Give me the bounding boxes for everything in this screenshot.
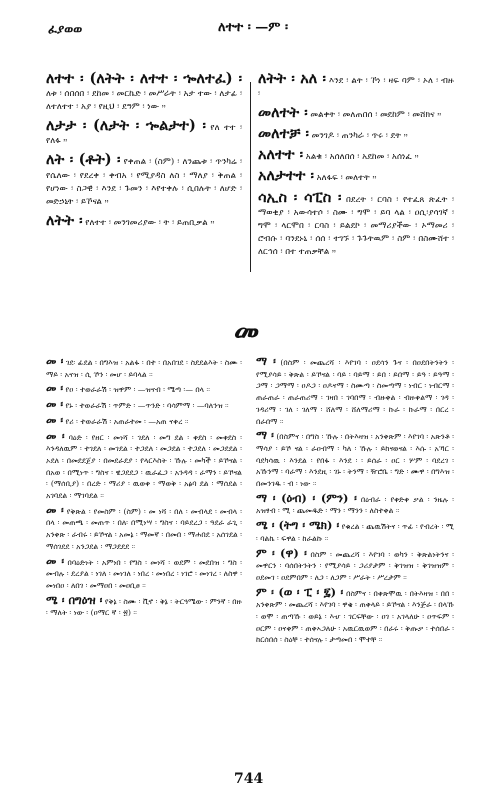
headword: ለታታ ፡ (ለታት ፡ ኈልታተ) ፡ <box>46 117 206 135</box>
definition: አልቁ ፡ አሰለበሰ ፡ አደከመ ፡ አሰነፈ ። <box>305 152 419 163</box>
definition: የለ ተተ ፡ የለፋ ። <box>46 123 243 147</box>
headword: ሜ ፡ በግዕዝ ፡ <box>46 592 103 607</box>
headword: መ ፡ <box>46 412 64 427</box>
upper-right-column <box>258 70 454 262</box>
entry <box>46 356 242 380</box>
headword: ሜ ፡ (ትግ ፡ ሜክ) ፡ <box>256 518 340 533</box>
headword: ሳኢስ ፡ ሳፒስ ፡ <box>258 188 342 206</box>
upper-left-column <box>46 70 242 233</box>
headword: ም ፡ (ወ ፡ ፒ ፡ ፯) ፡ <box>256 584 344 599</box>
definition: ገደ፡ ፊደል ፡ በግእዝ ፡ አልፋ ፡ በተ ፡ በአበገደ ፡ ስደደልእት ፡ ስሙ ፡ ማይ ፡ አናዝ ፡ ሲ ኾን ፡ መሆ ፡ ይባላል ። <box>46 358 242 379</box>
definition: የቅኔ ፡ ስሙ ፡ ቪኖ ፡ ቅኔ ፡ ትርጓሜው ፡ ምንኛ ፡ በዙ ፡ ማለት ፡ ነው ፡ (ዐማር ኛ ፡ ፳) ። <box>46 596 242 618</box>
header-page-word: ፈያወወ <box>48 22 83 36</box>
definition: መንገዶ ፡ ጠንካራ ፡ ጥሩ ፡ ደት ። <box>311 131 408 142</box>
definition: የሪ ፡ ተወራራሽ ፡ አጠራተመ ፡ —አጠ ናቀረ ። <box>65 416 189 426</box>
entry <box>46 412 242 428</box>
headword: መ ፡ <box>46 502 64 517</box>
entry <box>258 104 454 122</box>
definition: (በስም ፡ መጨረሻ ፡ እየገባ ፡ ዐደሳን ጉና ፡ በዐደበትንትን ፡ የሚያሳይ ፡ ቅጽል ፡ ይኾናል ፡ ባይ ፡ ባይማ ፡ ይበ ፡ ይበማ ፡ ይዓ ፡ ይዓማ ፡ ጋማ ፡ ጋማማ ፡ ዐዶጋ ፡ ዐዶናማ ፡ ስሙጣ ፡ ስመጣማ ፡ ነብር ፡ ነብርማ ፡ ጠራጠራ ፡ ጠራጠሪማ ፡ ገዛበ ፡ ገባበማ ፡ ብዙቀል ፡ ብዙቀልማ ፡ ገዳ ፡ ገዳሪማ ፡ ገለ ፡ ገለማ ፡ ሸለማ ፡ ሸለማሪማ ፡ ኩራ ፡ ኩራማ ፡ በርረ ፡ በራበማ ። <box>256 358 454 426</box>
definition: የቅጽል ፡ የመስም ፡ (ስም) ፡ መ ነሻ ፡ በለ ፡ መብላደ ፡ መብላ ፡ በላ ፡ መጠጫ ፡ መጠጥ ፡ በለ፡ በሚነሣ ፡ ግስና ፡ ባይደረጋ ፡ ዓደራ ራጊ ፡ አንቀጽ ፡ ራብሩ ፡ ይኾናል ፡ አመኔ ፡ ማመኛ ፡ በመበ ፡ ማሐበደ ፡ አሰገደል ፡ ማሰገደደ ፡ አንጋደል ፡ ማጋደደደ ። <box>46 506 242 551</box>
headword: ማ ፡ <box>256 428 274 443</box>
entry <box>46 399 242 412</box>
definition: የቀጠል ፡ (ስም) ፡ ለንጨቱ ፡ ጥንካሬ ፡ የሴለው ፡ የደረቀ ፡ ቀብአ ፡ የሚያዳስ ለስ ፡ ማለያ ፡ ቅጠል ፡ የሆነው ፡ ስጋዊ ፡ እንደ ፡ ጉመን ፡ እየተቀሉ ፡ ሲበሉት ፡ ለሆድ ፡ መድኃኒት ፡ ይኾናል ። <box>46 157 243 207</box>
definition: በደረት ፡ ርባስ ፡ የተፈጸ ጽፈት ፡ ማወቂያ ፡ አውሳተሶ ፡ ስሙ ፡ ግሞ ፡ ይባ ላል ፡ ዐሲ፡ያሳገኛ ፡ ግሞ ፡ ላርሞበ ፡ ርባስ ፡ ይልደኮ ፡ መማሪያችው ፡ ኦማመሪ ፡ ሮብሱ ፡ ባንደኑኒ ፡ ሰሰ ፡ ተገኙ ፡ ጉጉትዉም ፡ ስም ፡ በስሙሸተ ፡ ለርኅሰ ፡ በተ ተጠቃቸል ። <box>258 194 454 257</box>
entry <box>258 125 454 143</box>
definition: የዐ ፡ ተወራራሽ ፡ ዝዋም ፡ —ዝናብ ፡ ሜጣ ፡— በላ ። <box>65 385 211 395</box>
entry <box>258 189 454 259</box>
definition: መልቀት ፡ መለጠበሰ ፡ መደከም ፡ መሸክና ። <box>310 110 442 121</box>
headword: ለትት ፡ አለ ፡ <box>258 70 326 87</box>
definition: በስምና ፡ በቀጽሞዉ ፡ በትእዛዝ ፡ በበ ፡ አንቀጽም ፡ መጨረሻ ፡ እየገባ ፡ ዋቄ ፡ ጠቀላይ ፡ ይኾናል ፡ እንጅራ ፡ በላኹ ፡ ወሞ ፡ ጠጣኹ ፡ ወይኔ ፡ እሇ ፡ ገርፍቸው ፡ ዐገ ፡ አገላለሁ ፡ ዐጥፍም ፡ ዐርም ፡ ዐናቀም ፡ ጠቀኣጋለሁ ፡ አዉርዉወም ፡ በራሩ ፡ ቅጡቃ ፡ ተሰበራ ፡ ከርሰበሰ ፡ ስዕቸ ፡ ተሰናሉ ፡ ታጣመበ ፡ ሞተቸ ። <box>256 588 454 645</box>
entry <box>46 117 242 148</box>
column-divider <box>250 82 251 272</box>
headword: መ ፡ <box>46 553 65 568</box>
headword: ለትት ፡ <box>46 211 83 229</box>
headword: መ ፡ <box>46 381 64 396</box>
entry <box>46 70 242 114</box>
headword: ም ፡ (ዋ) ፡ <box>256 545 307 560</box>
running-head: ለተተ ፡ —ም ፡ <box>218 20 289 35</box>
entry <box>46 212 242 230</box>
definition: በባዕድነት ፡ አምነበ ፡ የግስ ፡ መነሻ ፡ ወደም ፡ መደበዝ ፡ ግስ ፡ መብሉ ፡ ደረያል ፡ ነገለ ፡ መነገለ ፡ ነበረ ፡ መነበረ ፡ ነገሮ ፡ መነገረ ፡ ለስዋ ፡ መነበዐ ፡ ለበገ ፡ መማዐበ ፡ መዐቢፀ ። <box>46 557 242 590</box>
entry <box>256 430 454 490</box>
entry <box>46 502 242 553</box>
entry <box>256 490 455 517</box>
definition: በስም ፡ መጨረሻ ፡ እየገባ ፡ ወካን ፡ ቅጽልነትንና ፡ መዋርን ፡ ባሰበትንትን ፡ የሚያሳይ ፡ ጋሪያታም ፡ ቅገዝዝ ፡ ቅገዝዝም ፡ ዐደመገ ፡ ዐደምበም ፡ ለጋ ፡ ለጋም ፡ ሥራት ፡ ሥረታም ። <box>256 549 454 582</box>
entry <box>256 356 454 427</box>
headword: መለተት ፡ <box>258 104 308 122</box>
headword: መ ፡ <box>46 428 65 443</box>
headword: ለት ፡ (ቶት) ፡ <box>46 151 121 169</box>
entry <box>258 167 454 185</box>
definition: የቁረል ፡ ጨዉሽትና ፡ ጥፊ ፡ የብረት ፡ ሚ ፡ ባልኬ ፡ ፍዋል ፡ ከራልኩ ። <box>256 522 454 543</box>
headword: ማ ፡ <box>256 354 276 368</box>
entry <box>46 428 242 502</box>
definition: ባዕድ ፡ የዘር ፡ መነሻ ፡ ገደለ ፡ መግ ደል ፡ ቀደስ ፡ መቀደስ ፡ እንዳለዉም ፡ ተገደለ ፡ መገደል ፡ ተጋደለ ፡ መጋደል ፡ ተጋደለ ፡ መጋደደል ፡ ኦደለ ፡ በመደደጀያ ፡ በመደራደያ ፡ የላርእስት ፡ ኹሉ ፡ መካች ፡ ይኾናል ፡ በአወ ፡ በሚነጥ ፡ ግስና ፡ ዌጋደደጋ ፡ ዉራፈጋ ፡ አንዳዳ ፡ ራማን ፡ ይኾናል ፡ (ማሰቢያ) ፡ በረድ ፡ ማሪያ ፡ ዉወቀ ፡ ማወቅ ፡ አፅባ ደል ፡ ማሰደል ፡ አገባደል ፡ ማገባደል ። <box>46 432 242 501</box>
definition: ለቱ ፡ ሰበሰበ ፡ ደከመ ፡ መርኬድ ፡ መሥራት ፡ አታ ተው ፡ ለታፊ ፡ ለተለተተ ፡ አያ ፡ የዚህ ፡ ደዓም ፡ ነው ። <box>46 89 242 113</box>
lower-right-column <box>256 356 454 649</box>
entry <box>256 545 454 584</box>
definition: (በስምና ፡ በግስ ፡ ኹሉ ፡ በትእዛዝ ፡ አንቀጽም ፡ እየገባ ፡ አጽንቶ ፡ ማሳያ ፡ ይኾ ናል ፡ ራዐብማ ፡ ካለ ፡ ኹሉ ፡ ይከናወናል ፡ እሱ ፡ አኻር ፡ ባደካሳዉ ፡ እንደል ፡ የበፋ ፡ እንደ ፡ ፡ ይሰራ ፡ ዐር ፡ ሦም ፡ ባደረገ ፡ አኹንማ ፡ ባራማ ፡ እንደዚ ፡ ገኑ ፡ ትንማ ፡ ዥሮቤ ፡ ግድ ፡ ሙዋ ፡ በግእዝ ፡ በመንገዱ ፡ ብ ፡ ነው ። <box>256 432 454 489</box>
section-letter: መ <box>234 314 260 347</box>
definition: አለፋፍ ፡ መለተት ። <box>316 173 377 184</box>
page-number: 744 <box>234 771 264 787</box>
headword: መ ፡ <box>46 397 64 412</box>
definition: የለተተ ፡ መንገመሪያው ፡ ት ፡ ይጠቢቃል ። <box>85 217 215 228</box>
entry <box>258 146 454 164</box>
headword: ማ ፡ (ዕብ) ፡ (ምን) ፡ <box>256 490 357 505</box>
headword: አለተተ ፡ <box>258 146 304 164</box>
headword: አለታተተ ፡ <box>258 167 314 185</box>
entry <box>46 553 242 592</box>
definition: በዕብራ ፡ የቀድቀ ቃል ፡ ንዜሉ ፡ አዝፃብ ፡ ሚ ፡ ጨመዱድ ፡ ማን ፡ ማንን ፡ ለስተቀል ። <box>256 494 455 516</box>
entry <box>258 70 454 101</box>
definition: እንደ ፡ ልት ፡ ኾነ ፡ ዛፍ ባም ፡ ኦለ ፡ ብዙ ፡ <box>258 76 455 100</box>
entry <box>46 151 242 208</box>
entry <box>46 383 242 396</box>
headword: መ ፡ <box>46 354 64 368</box>
entry <box>256 584 454 647</box>
entry <box>46 592 242 619</box>
headword: መለተቻ ፡ <box>258 125 309 143</box>
headword: ለተተ ፡ (ለትት ፡ ለተተ ፡ ኈለተፈ) ፡ <box>46 70 242 87</box>
definition: የኑ ፡ ተወራራሽ ፡ ጥምድ ፡ —ጥንድ ፡ ባሳምማ ፡ —ባለንዝ ። <box>65 401 229 411</box>
lower-left-column <box>46 356 242 622</box>
entry <box>256 520 454 544</box>
